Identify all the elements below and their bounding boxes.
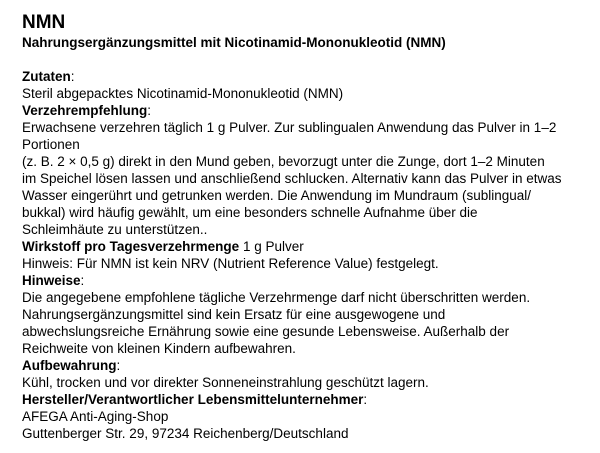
text-run: im Speichel lösen lassen und anschließend schlucken. Alternativ kann das Pulver in etwas: [22, 171, 562, 186]
text-run: Erwachsene verzehren täglich 1 g Pulver. Zur sublingualen Anwendung das Pulver in 1–2: [22, 120, 557, 135]
text-run: Nahrungsergänzungsmittel sind kein Ersatz für eine ausgewogene und: [22, 307, 446, 322]
text-run: Hinweis: Für NMN ist kein NRV (Nutrient Reference Value) festgelegt.: [22, 256, 439, 271]
text-run: Steril abgepacktes Nicotinamid-Mononukleotid (NMN): [22, 86, 344, 101]
text-run: Schleimhäute zu unterstützen..: [22, 222, 208, 237]
text-run: :: [147, 103, 152, 118]
hinweise-text-line-2: [22, 306, 592, 323]
text-run: bukkal) wird häufig gewählt, um eine besonders schnelle Aufnahme über die: [22, 205, 478, 220]
text-run: :: [80, 273, 85, 288]
verzehrempfehlung-text-line-6: [22, 204, 592, 221]
text-run: Die angegebene empfohlene tägliche Verzehrmenge darf nicht überschritten werden.: [22, 290, 531, 305]
text-run: Hersteller/Verantwortlicher Lebensmittelunternehmer: [22, 392, 364, 407]
text-run: abwechslungsreiche Ernährung sowie eine gesunde Lebensweise. Außerhalb der: [22, 324, 510, 339]
blank-line: [22, 51, 592, 68]
text-run: Wirkstoff pro Tagesverzehrmenge: [22, 239, 240, 254]
verzehrempfehlung-text-line-2: [22, 136, 592, 153]
text-run: 1 g Pulver: [239, 239, 304, 254]
hersteller-name-text: [22, 408, 592, 425]
text-run: Guttenberger Str. 29, 97234 Reichenberg/Deutschland: [22, 426, 349, 441]
aufbewahrung-heading: [22, 357, 592, 374]
verzehrempfehlung-text-line-3: [22, 153, 592, 170]
document: [22, 12, 592, 442]
hinweise-heading: [22, 272, 592, 289]
text-run: Reichweite von kleinen Kindern aufbewahren.: [22, 341, 296, 356]
text-run: :: [116, 358, 121, 373]
verzehrempfehlung-text-line-1: [22, 119, 592, 136]
verzehrempfehlung-heading: [22, 102, 592, 119]
verzehrempfehlung-text-line-5: [22, 187, 592, 204]
document-title: NMN: [22, 12, 66, 33]
verzehrempfehlung-text-line-4: [22, 170, 592, 187]
text-run: :: [70, 69, 75, 84]
zutaten-heading: [22, 68, 592, 85]
text-run: :: [363, 392, 368, 407]
text-run: Verzehrempfehlung: [22, 103, 148, 118]
text-run: Portionen: [22, 137, 80, 152]
hersteller-address-text: [22, 425, 592, 442]
hinweise-text-line-4: [22, 340, 592, 357]
text-run: (z. B. 2 × 0,5 g) direkt in den Mund geben, bevorzugt unter die Zunge, dort 1–2 Minuten: [22, 154, 545, 169]
document-body: [22, 68, 592, 442]
text-run: Zutaten: [22, 69, 71, 84]
hinweise-text-line-3: [22, 323, 592, 340]
hersteller-heading: [22, 391, 592, 408]
text-run: Wasser eingerührt und getrunken werden. Die Anwendung im Mundraum (sublingual/: [22, 188, 532, 203]
text-run: AFEGA Anti-Aging-Shop: [22, 409, 169, 424]
aufbewahrung-text: [22, 374, 592, 391]
text-run: Kühl, trocken und vor direkter Sonneneinstrahlung geschützt lagern.: [22, 375, 429, 390]
nrv-hinweis-text: [22, 255, 592, 272]
wirkstoff-line: [22, 238, 592, 255]
hinweise-text-line-1: [22, 289, 592, 306]
document-subtitle: Nahrungsergänzungsmittel mit Nicotinamid-Mononukleotid (NMN): [22, 35, 446, 50]
text-run: Hinweise: [22, 273, 81, 288]
text-run: Aufbewahrung: [22, 358, 117, 373]
zutaten-text: [22, 85, 592, 102]
verzehrempfehlung-text-line-7: [22, 221, 592, 238]
